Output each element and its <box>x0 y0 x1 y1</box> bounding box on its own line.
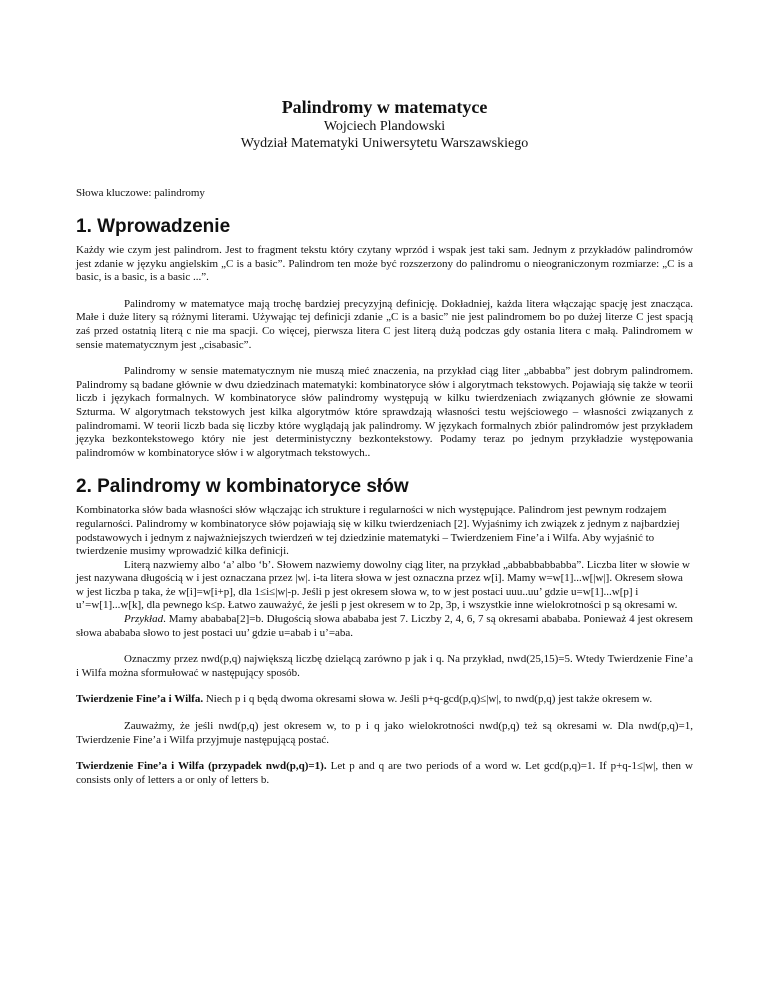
section-heading-combinatorics: 2. Palindromy w kombinatoryce słów <box>76 476 409 498</box>
theorem-label: Twierdzenie Fine’a i Wilfa (przypadek nwd(p,q)=1). <box>76 760 327 773</box>
theorem-text: Let p and q are two periods of a word w. Let gcd(p,q)=1. If p+q-1≤|w|, then w consists only of letters a or only of letters b. <box>76 760 693 786</box>
paragraph: Palindromy w matematyce mają trochę bardziej precyzyjną definicję. Dokładniej, każda litera włączając spację jest znacząca. Małe i duże litery są różnymi literami. Używając tej definicji zdanie „C is a basic” nie jest palindromem bo po dużej literze C jest spacją zaś przed ostatnią literą c nie ma spacji. Co więcej, pierwsza litera C jest literą dużą podczas gdy ostania litera c małą. Palindromem w sensie matematycznym jest „cisabasic”. <box>76 297 693 351</box>
paragraph: Oznaczmy przez nwd(p,q) największą liczbę dzielącą zarówno p jak i q. Na przykład, nwd(25,15)=5. Wtedy Twierdzenie Fine’a i Wilfa można sformułować w następujący sposób. <box>76 653 693 679</box>
author-name: Wojciech Plandowski <box>323 119 446 134</box>
theorem-paragraph <box>76 760 693 787</box>
example-paragraph <box>76 613 693 640</box>
paragraph: Kombinatorka słów bada własności słów włączając ich strukture i regularności w nich występujące. Palindrom jest pewnym rodzajem regularności. Palindromy w kombinatoryce słów pojawiają się w kilku twierdzeniach [2]. Wyjaśnimy ich związek z jednym z najbardziej podstawowych i jednym z najważniejszych twierdzeń w tej dziedzinie matematyki – Twierdzeniem Fine’a i Wilfa. Aby wyjaśnić to twierdzenie musimy wprowadzić kilka definicji. <box>76 504 680 558</box>
paper-title: Palindromy w matematyce <box>281 97 488 117</box>
document-page <box>76 96 693 787</box>
section-heading-introduction: 1. Wprowadzenie <box>76 216 231 237</box>
paragraph: Literą nazwiemy albo ‘a’ albo ‘b’. Słowem nazwiemy dowolny ciąg liter, na przykład „abbabbabbabba”. Liczba liter w słowie w jest nazywana długością w i jest oznaczana przez |w|. i-ta litera słowa w jest oznaczna przez w[i]. Mamy w=w[1]...w[|w|]. Okresem słowa w jest liczba p taka, że w[i]=w[i+p], dla 1≤i≤|w|-p. Jeśli p jest okresem słowa w, to w jest postaci uuu..uu’ gdzie u=w[1]...w[p] i u’=w[1]...w[k], dla pewnego k≤p. Łatwo zauważyć, że jeśli p jest okresem w to 2p, 3p, i wszystkie inne wielokrotności p są okresami w. <box>76 558 690 612</box>
paragraph: Zauważmy, że jeśli nwd(p,q) jest okresem w, to p i q jako wielokrotności nwd(p,q) też są okresami w. Dla nwd(p,q)=1, Twierdzenie Fine’a i Wilfa przyjmuje następującą postać. <box>76 720 693 746</box>
example-text: . Mamy abababa[2]=b. Długością słowa abababa jest 7. Liczby 2, 4, 6, 7 są okresami abababa. Ponieważ 4 jest okresem słowa abababa słowo to jest postaci uu’ gdzie u=abab i u’=aba. <box>76 613 693 639</box>
paragraph: Każdy wie czym jest palindrom. Jest to fragment tekstu który czytany wprzód i wspak jest taki sam. Jednym z przykładów palindromów jest zdanie w języku angielskim „C is a basic”. Palindrom ten może być rozszerzony do palindromu o nieograniczonym rozmiarze: „C is a basic, is a basic, is a basic ...”. <box>76 244 693 284</box>
theorem-label: Twierdzenie Fine’a i Wilfa. <box>76 693 204 706</box>
keywords-line: Słowa kluczowe: palindromy <box>76 187 205 199</box>
paragraph: Palindromy w sensie matematycznym nie muszą mieć znaczenia, na przykład ciąg liter „abbabba” jest dobrym palindromem. Palindromy są badane głównie w dwu dziedzinach matematyki: kombinatoryce słów i algorytmach tekstowych. Pojawiają się także w teorii liczb i językach formalnych. W kombinatoryce słów palindromy występują w kilku twierdzeniach związanych głównie ze słowami Szturma. W algorytmach tekstowych jest kilka algorytmów które sprawdzają własności testu wejściowego – własności związanych z palindromami. W teorii liczb bada się liczby które wyglądają jak palindromy. W językach formalnych zbiór palindromów jest przykładem języka bezkontekstowego który nie jest deterministyczny bezkontekstowy. Podamy teraz po jednym przykładzie występowania palindromów w kombinatoryce słów i w algorytmach tekstowych.. <box>76 365 693 459</box>
theorem-text: Niech p i q będą dwoma okresami słowa w. Jeśli p+q-gcd(p,q)≤|w|, to nwd(p,q) jest także okresem w. <box>203 693 653 706</box>
author-affiliation: Wydział Matematyki Uniwersytetu Warszawskiego <box>240 136 529 151</box>
example-label: Przykład <box>124 613 164 626</box>
theorem-paragraph <box>76 693 693 707</box>
